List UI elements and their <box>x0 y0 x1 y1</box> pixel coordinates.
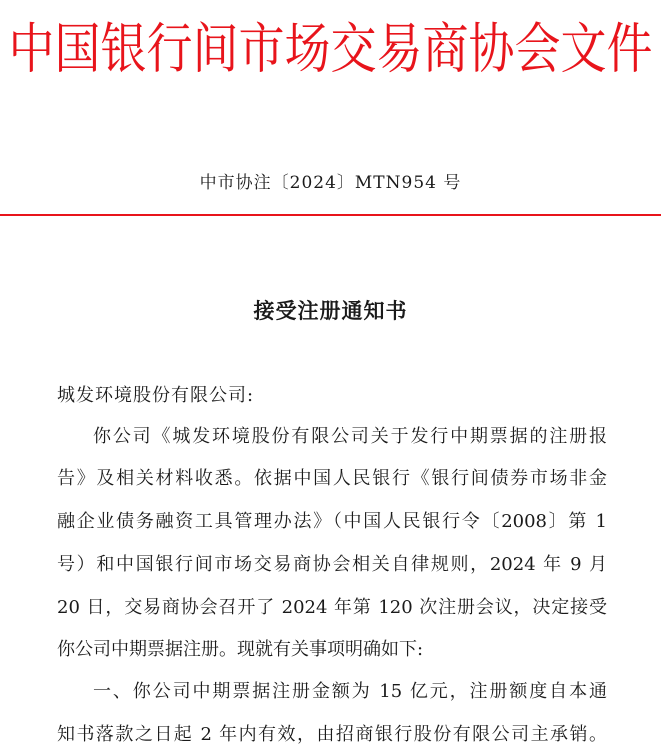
body-paragraph-line: 告》及相关材料收悉。依据中国人民银行《银行间债券市场非金 <box>57 468 607 489</box>
body-paragraph-line: 你公司《城发环境股份有限公司关于发行中期票据的注册报 <box>93 426 607 447</box>
recipient-line: 城发环境股份有限公司: <box>57 385 255 406</box>
notice-title: 接受注册通知书 <box>253 298 408 323</box>
body-paragraph-line: 号）和中国银行间市场交易商协会相关自律规则，2024 年 9 月 <box>57 554 607 575</box>
body-paragraph-line: 知书落款之日起 2 年内有效，由招商银行股份有限公司主承销。 <box>57 724 607 745</box>
body-paragraph-line: 融企业债务融资工具管理办法》（中国人民银行令〔2008〕第 1 <box>57 511 607 532</box>
red-divider-line <box>0 214 661 216</box>
letterhead-title: 中国银行间市场交易商协会文件 <box>8 16 653 81</box>
body-paragraph-line: 你公司中期票据注册。现就有关事项明确如下: <box>57 639 424 660</box>
body-paragraph-line: 20 日，交易商协会召开了 2024 年第 120 次注册会议，决定接受 <box>57 597 607 618</box>
body-paragraph-line: 一、你公司中期票据注册金额为 15 亿元，注册额度自本通 <box>93 681 607 702</box>
document-number: 中市协注〔2024〕MTN954 号 <box>199 173 462 193</box>
